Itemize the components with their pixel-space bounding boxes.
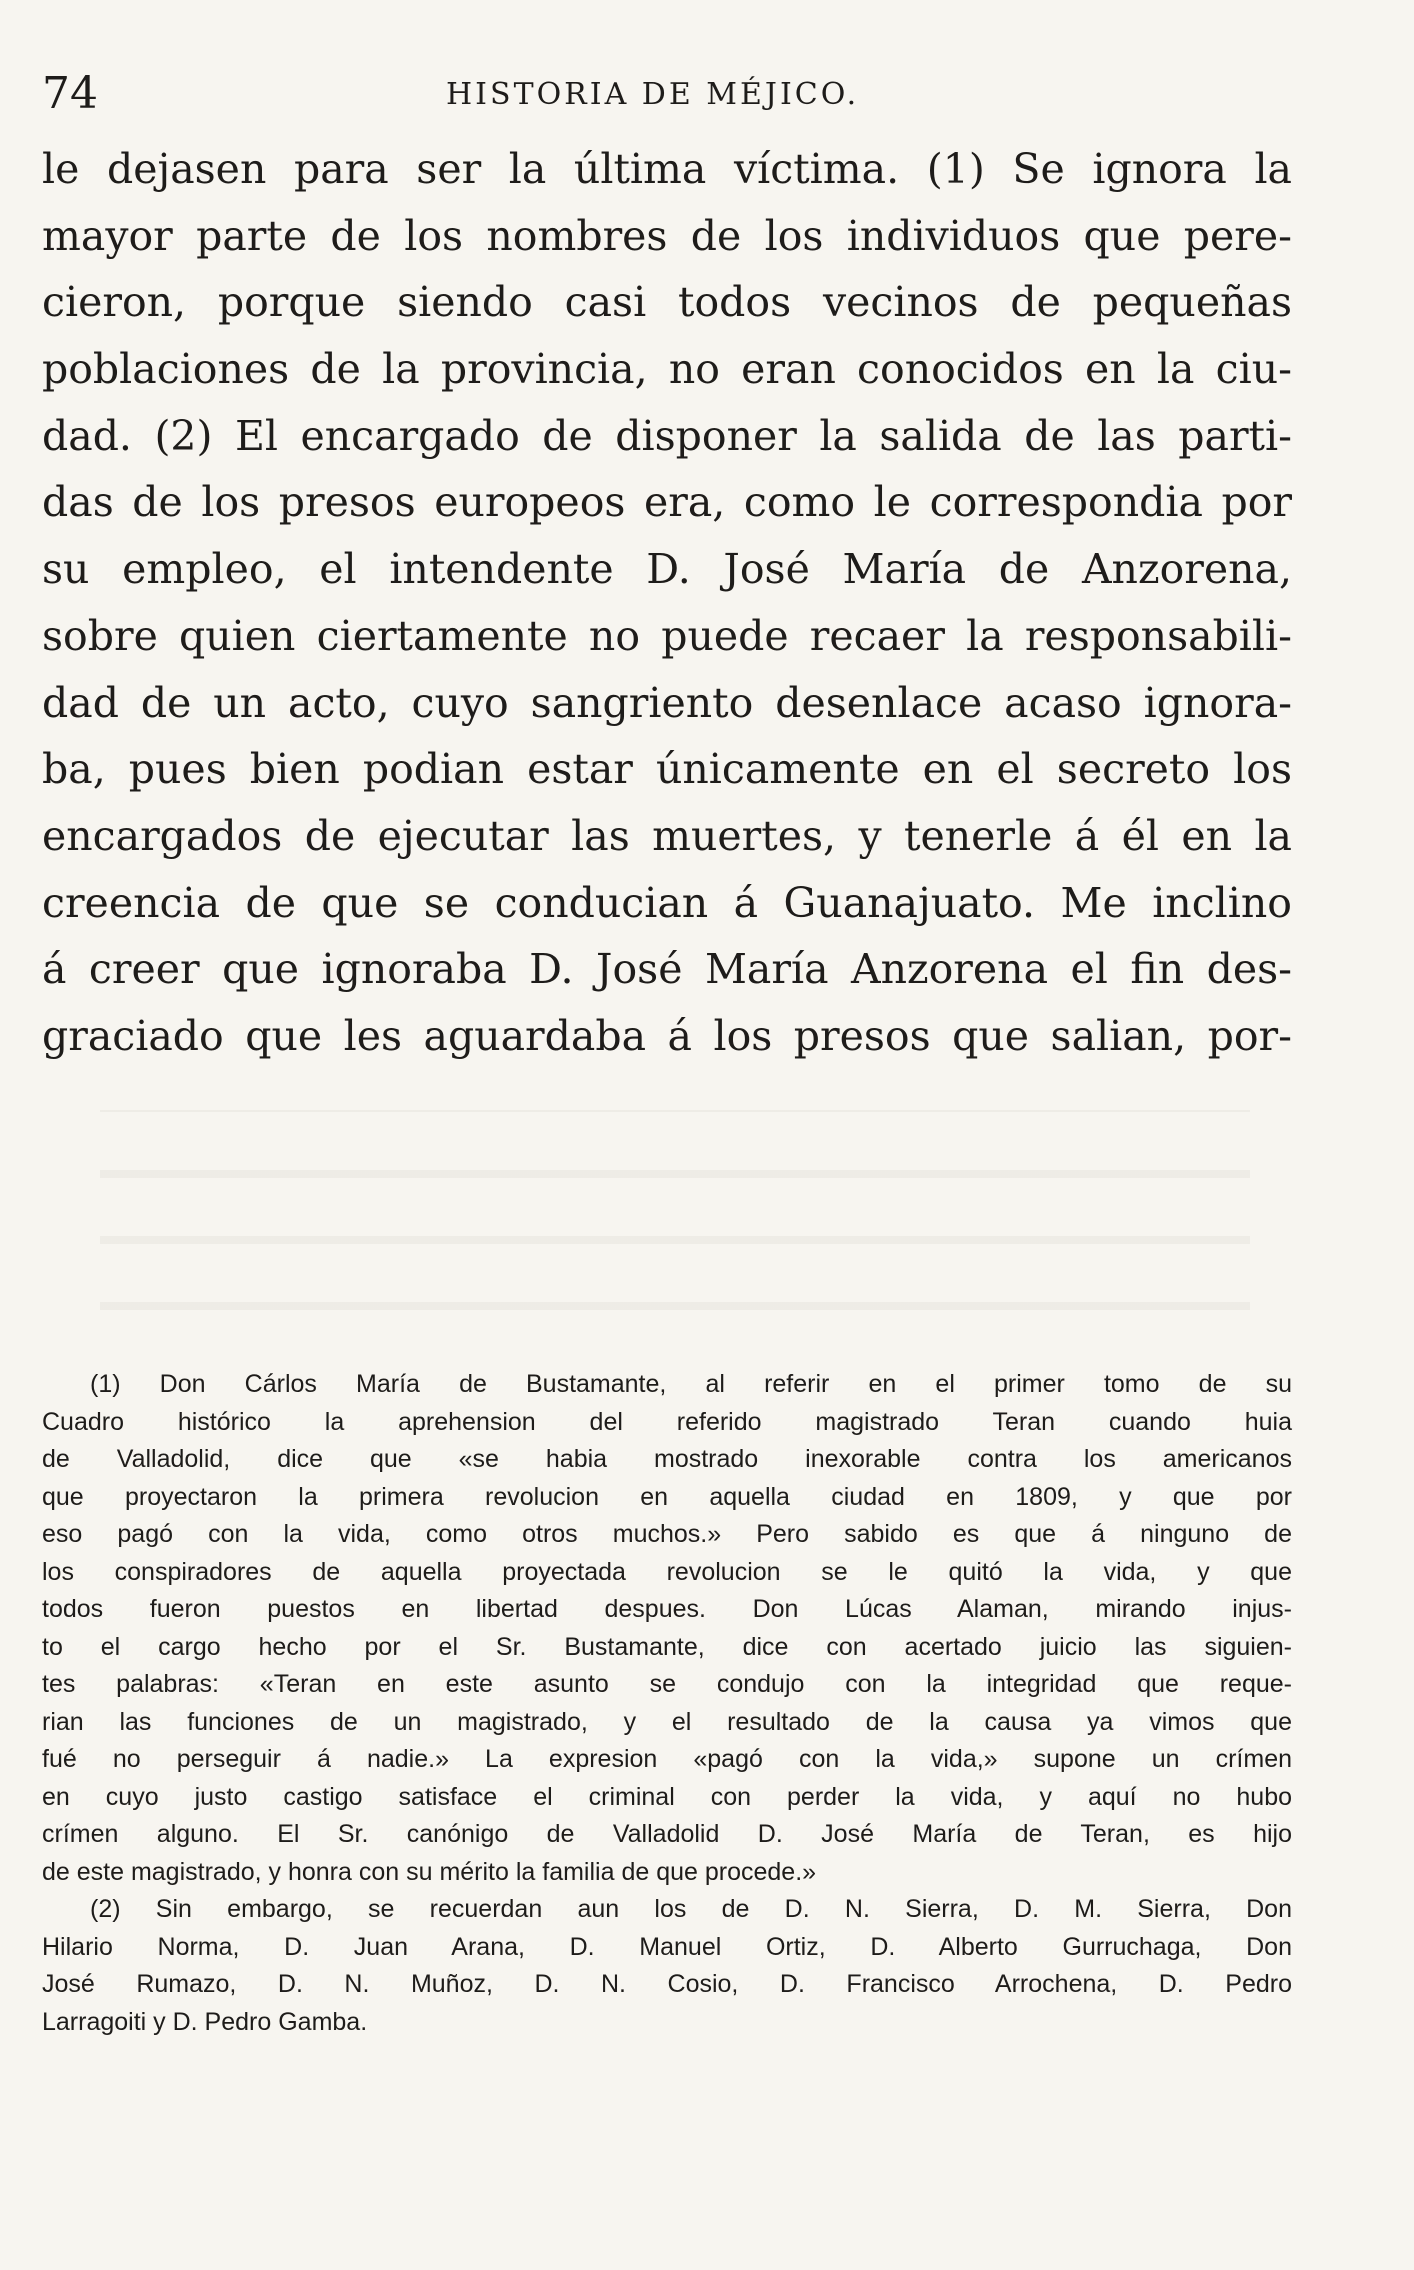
main-text-line: das de los presos europeos era, como le correspondia por [42, 478, 1292, 527]
footnote-2-line: José Rumazo, D. N. Muñoz, D. N. Cosio, D. Francisco Arrochena, D. Pedro [42, 1970, 1292, 1998]
main-text-line: su empleo, el intendente D. José María de Anzorena, [42, 545, 1292, 594]
footnote-1-line: crímen alguno. El Sr. canónigo de Valladolid D. José María de Teran, es hijo [42, 1820, 1292, 1848]
main-text-line: sobre quien ciertamente no puede recaer la responsabili- [42, 611, 1292, 660]
main-text-line: le dejasen para ser la última víctima. (1) Se ignora la [42, 145, 1292, 193]
main-text-line: á creer que ignoraba D. José María Anzorena el fin des- [42, 945, 1292, 994]
main-text-line: encargados de ejecutar las muertes, y tenerle á él en la [42, 811, 1292, 860]
footnote-1-line: de este magistrado, y honra con su mérito la familia de que procede.» [42, 1857, 817, 1886]
main-text-line: dad. (2) El encargado de disponer la salida de las parti- [42, 411, 1292, 460]
footnote-1-line: rian las funciones de un magistrado, y el resultado de la causa ya vimos que [42, 1707, 1292, 1736]
footnote-1-line: todos fueron puestos en libertad despues. Don Lúcas Alaman, mirando injus- [42, 1595, 1292, 1623]
footnote-1-line: to el cargo hecho por el Sr. Bustamante, dice con acertado juicio las siguien- [42, 1632, 1292, 1661]
main-text-line: mayor parte de los nombres de los individuos que pere- [42, 211, 1292, 260]
footnote-2-line: Larragoiti y D. Pedro Gamba. [42, 2007, 368, 2036]
footnote-1-line: fué no perseguir á nadie.» La expresion «pagó con la vida,» supone un crímen [42, 1745, 1292, 1773]
running-head [42, 64, 1292, 124]
main-text-body [42, 136, 1292, 1070]
main-text-line: dad de un acto, cuyo sangriento desenlace acaso ignora- [42, 678, 1292, 727]
main-text-line: ba, pues bien podian estar únicamente en el secreto los [42, 745, 1292, 794]
running-title: HISTORIA DE MÉJICO. [446, 77, 860, 112]
footnote-1-line: de Valladolid, dice que «se habia mostrado inexorable contra los americanos [42, 1445, 1292, 1473]
footnote-1-line: que proyectaron la primera revolucion en aquella ciudad en 1809, y que por [42, 1482, 1292, 1511]
main-text-line: cieron, porque siendo casi todos vecinos de pequeñas [42, 278, 1292, 327]
main-text-line: graciado que les aguardaba á los presos que salian, por- [42, 1011, 1292, 1060]
main-text-line: poblaciones de la provincia, no eran conocidos en la ciu- [42, 345, 1292, 394]
footnote-2-line: (2) Sin embargo, se recuerdan aun los de D. N. Sierra, D. M. Sierra, Don [90, 1895, 1292, 1923]
main-text-line: creencia de que se conducian á Guanajuato. Me inclino [42, 878, 1292, 927]
footnote-1-line: en cuyo justo castigo satisface el criminal con perder la vida, y aquí no hubo [42, 1782, 1292, 1811]
page-number: 74 [42, 68, 98, 119]
footnote-1-line: Cuadro histórico la aprehension del referido magistrado Teran cuando huia [42, 1407, 1292, 1436]
footnote-1-line: tes palabras: «Teran en este asunto se condujo con la integridad que reque- [42, 1670, 1292, 1698]
footnote-1-line: los conspiradores de aquella proyectada revolucion se le quitó la vida, y que [42, 1557, 1292, 1586]
footnotes [42, 1366, 1292, 2041]
footnote-1-line: (1) Don Cárlos María de Bustamante, al referir en el primer tomo de su [90, 1370, 1292, 1398]
bleed-through-shadow [100, 1110, 1250, 1340]
footnote-1-line: eso pagó con la vida, como otros muchos.» Pero sabido es que á ninguno de [42, 1520, 1292, 1548]
footnote-2-line: Hilario Norma, D. Juan Arana, D. Manuel Ortiz, D. Alberto Gurruchaga, Don [42, 1932, 1292, 1961]
